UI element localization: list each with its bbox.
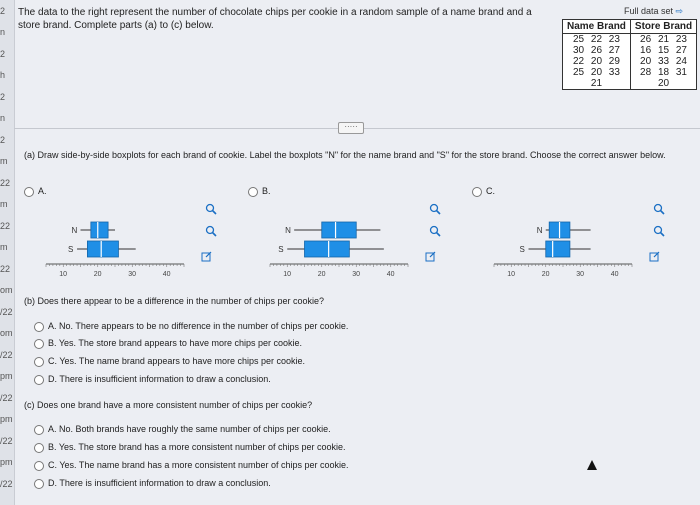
box-s	[305, 241, 350, 257]
table-cell: 22 20 29	[563, 56, 631, 67]
table-row	[563, 78, 697, 90]
choice-label: A. No. There appears to be no difference in the number of chips per cookie.	[48, 321, 349, 331]
radio-option-a[interactable]	[24, 187, 34, 197]
left-margin-label: 22	[0, 263, 11, 274]
table-cell: 28 18 31	[630, 67, 696, 78]
tick-label: 40	[610, 271, 619, 278]
full-data-set-label: Full data set	[624, 6, 674, 16]
tick-label: 20	[93, 271, 102, 278]
radio-c-b[interactable]	[34, 443, 44, 453]
part-c-choice-c[interactable]	[34, 460, 349, 471]
option-b[interactable]	[248, 186, 271, 197]
box-n	[91, 222, 108, 238]
external-link-icon[interactable]	[650, 252, 659, 261]
boxplot-option-c	[484, 200, 674, 280]
left-margin-label: /22	[0, 392, 13, 403]
left-margin-label: 22	[0, 177, 11, 188]
choice-label: C. Yes. The name brand has a more consistent number of chips per cookie.	[48, 460, 349, 470]
part-b-choice-c[interactable]	[34, 356, 305, 367]
left-margin-label: h	[0, 70, 6, 81]
left-margin-label: 2	[0, 134, 6, 145]
table-cell: 20 33 24	[630, 56, 696, 67]
table-cell: 30 26 27	[563, 45, 631, 56]
option-b-label: B.	[262, 186, 271, 196]
boxplot-label-s: S	[519, 245, 525, 254]
option-a[interactable]	[24, 186, 47, 197]
part-c-choice-b[interactable]	[34, 442, 346, 453]
radio-b-a[interactable]	[34, 322, 44, 332]
left-margin-label: pm	[0, 414, 13, 425]
left-margin-label: 2	[0, 91, 6, 102]
part-b-choice-a[interactable]	[34, 321, 348, 332]
choice-label: A. No. Both brands have roughly the same number of chips per cookie.	[48, 424, 331, 434]
tick-label: 10	[507, 271, 516, 278]
data-table	[562, 19, 697, 90]
table-cell: 21	[563, 78, 631, 90]
part-b-choice-b[interactable]	[34, 338, 302, 349]
box-n	[322, 222, 357, 238]
external-link-icon[interactable]	[202, 252, 211, 261]
box-s	[546, 241, 570, 257]
table-cell: 25 22 23	[563, 34, 631, 46]
boxplot-label-n: N	[71, 226, 78, 235]
col-header-name-brand: Name Brand	[563, 20, 631, 34]
tick-label: 40	[162, 271, 171, 278]
tick-label: 40	[386, 271, 395, 278]
external-link-icon[interactable]	[426, 252, 435, 261]
left-margin-label: n	[0, 27, 6, 38]
table-row	[563, 67, 697, 78]
radio-b-c[interactable]	[34, 357, 44, 367]
col-header-store-brand: Store Brand	[630, 20, 696, 34]
choice-label: D. There is insufficient information to draw a conclusion.	[48, 374, 271, 384]
choice-label: D. There is insufficient information to draw a conclusion.	[48, 478, 271, 488]
radio-option-c[interactable]	[472, 187, 482, 197]
choice-label: B. Yes. The store brand appears to have more chips per cookie.	[48, 338, 302, 348]
table-cell: 25 20 33	[563, 67, 631, 78]
zoom-in-icon[interactable]	[431, 205, 441, 215]
zoom-in-icon[interactable]	[207, 205, 217, 215]
zoom-out-icon[interactable]	[655, 227, 665, 237]
part-c-choice-a[interactable]	[34, 424, 331, 435]
radio-c-c[interactable]	[34, 461, 44, 471]
left-margin-label: 22	[0, 220, 11, 231]
part-b-prompt: (b) Does there appear to be a difference in the number of chips per cookie?	[24, 296, 325, 306]
left-margin-label: om	[0, 285, 13, 296]
boxplot-label-s: S	[278, 245, 284, 254]
mouse-cursor-icon	[587, 460, 597, 470]
radio-c-a[interactable]	[34, 425, 44, 435]
left-margin-label: pm	[0, 371, 13, 382]
radio-b-b[interactable]	[34, 339, 44, 349]
left-margin-label: /22	[0, 349, 13, 360]
zoom-out-icon[interactable]	[431, 227, 441, 237]
choice-label: B. Yes. The store brand has a more consistent number of chips per cookie.	[48, 442, 346, 452]
zoom-out-icon[interactable]	[207, 227, 217, 237]
radio-b-d[interactable]	[34, 375, 44, 385]
part-b-choice-d[interactable]	[34, 374, 271, 385]
left-margin-label: /22	[0, 306, 13, 317]
boxplot-label-s: S	[68, 245, 74, 254]
radio-option-b[interactable]	[248, 187, 258, 197]
tick-label: 30	[128, 271, 137, 278]
boxplot-option-b	[260, 200, 450, 280]
tick-label: 20	[541, 271, 550, 278]
boxplot-option-a	[36, 200, 226, 280]
left-margin-label: m	[0, 242, 8, 253]
choice-label: C. Yes. The name brand appears to have more chips per cookie.	[48, 356, 305, 366]
part-c-prompt: (c) Does one brand have a more consistent number of chips per cookie?	[24, 400, 313, 410]
left-margin-label: 2	[0, 48, 6, 59]
left-margin-label: /22	[0, 478, 13, 489]
table-cell: 16 15 27	[630, 45, 696, 56]
radio-c-d[interactable]	[34, 479, 44, 489]
table-cell: 26 21 23	[630, 34, 696, 46]
expand-arrow-icon: ⇨	[675, 6, 684, 16]
tick-label: 30	[576, 271, 585, 278]
tick-label: 10	[59, 271, 68, 278]
table-row	[563, 56, 697, 67]
table-row	[563, 45, 697, 56]
left-margin-label: n	[0, 113, 6, 124]
table-row	[563, 34, 697, 46]
table-cell: 20	[630, 78, 696, 90]
tick-label: 10	[283, 271, 292, 278]
left-margin-label: /22	[0, 435, 13, 446]
left-margin-label: om	[0, 328, 13, 339]
part-c-choice-d[interactable]	[34, 478, 271, 489]
full-data-set-link[interactable]	[624, 6, 683, 17]
question-text: The data to the right represent the number of chocolate chips per cookie in a random sample of a name brand and a store brand. Complete parts (a) to (c) below.	[18, 7, 532, 31]
left-margin-label: 2	[0, 6, 6, 16]
part-a-prompt: (a) Draw side-by-side boxplots for each brand of cookie. Label the boxplots "N" for the name brand and "S" for the store brand. Choose the correct answer below.	[24, 150, 666, 160]
option-c[interactable]	[472, 186, 495, 197]
left-margin-label: m	[0, 199, 8, 210]
option-a-label: A.	[38, 186, 47, 196]
more-button[interactable]: ·····	[338, 122, 364, 134]
tick-label: 20	[317, 271, 326, 278]
option-c-label: C.	[486, 186, 495, 196]
boxplot-label-n: N	[285, 226, 291, 235]
tick-label: 30	[352, 271, 361, 278]
zoom-in-icon[interactable]	[655, 205, 665, 215]
left-margin-label: pm	[0, 457, 13, 468]
box-s	[87, 241, 118, 257]
left-margin-label: m	[0, 156, 8, 167]
boxplot-label-n: N	[536, 226, 543, 235]
